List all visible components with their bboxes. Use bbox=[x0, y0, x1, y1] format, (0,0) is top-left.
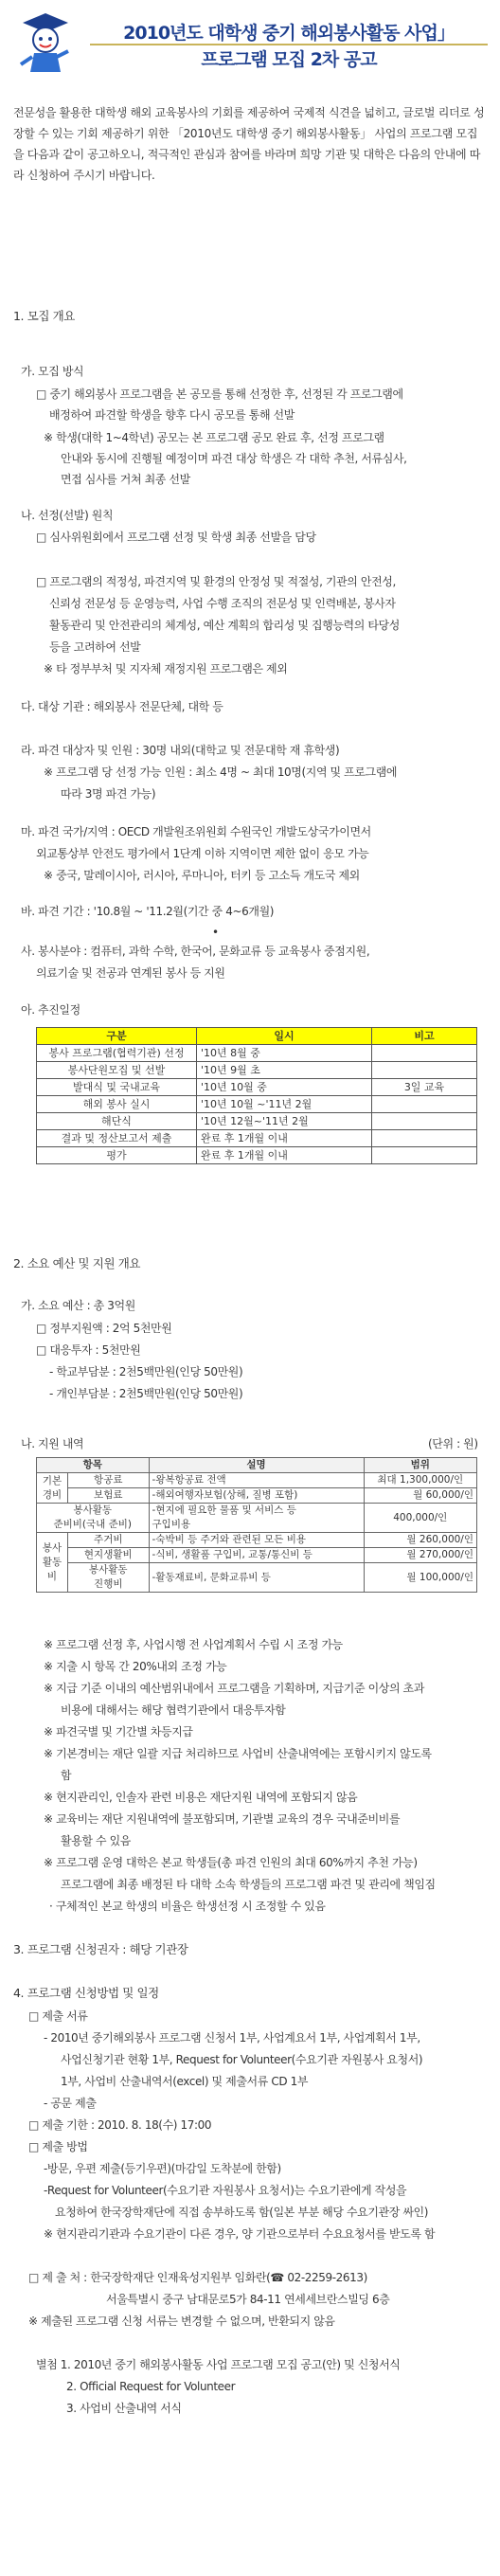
attachment-3: 3. 사업비 산출내역 서식 bbox=[66, 2402, 182, 2415]
support-group-activity: 봉사 활동비 bbox=[37, 1533, 68, 1593]
s1-b-1: □ 심사위원회에서 프로그램 선정 및 학생 최종 선발을 담당 bbox=[36, 531, 316, 544]
section-3-title: 3. 프로그램 신청권자 : 해당 기관장 bbox=[13, 1942, 188, 1956]
support-item: 주거비 bbox=[68, 1533, 150, 1548]
schedule-header-row bbox=[37, 1028, 477, 1045]
schedule-note bbox=[372, 1062, 477, 1079]
schedule-category: 봉사 프로그램(협력기관) 선정 bbox=[37, 1045, 197, 1062]
s1-a-1: □ 중기 해외봉사 프로그램을 본 공모를 통해 선정한 후, 선정된 각 프로그램에 bbox=[36, 387, 403, 401]
title-divider bbox=[90, 44, 488, 45]
support-desc: -식비, 생활품 구입비, 교통/통신비 등 bbox=[149, 1548, 364, 1563]
s2-note-2: ※ 지출 시 항목 간 20%내외 조정 가능 bbox=[44, 1660, 227, 1673]
support-desc: -해외여행자보험(상해, 질병 포함) bbox=[149, 1488, 364, 1504]
support-item: 현지생활비 bbox=[68, 1548, 150, 1563]
s2-note-5b: 함 bbox=[61, 1769, 72, 1782]
s1-a-2: 배정하여 파견할 학생을 향후 다시 공모를 통해 선발 bbox=[49, 408, 295, 422]
bullet-dot: • bbox=[212, 926, 219, 939]
s4-d2: 서울특별시 중구 남대문로5가 84-11 연세세브란스빌딩 6층 bbox=[106, 2293, 390, 2306]
s4-b: □ 제출 기한 : 2010. 8. 18(수) 17:00 bbox=[28, 2118, 212, 2132]
s2-a-1: □ 정부지원액 : 2억 5천만원 bbox=[36, 1322, 172, 1335]
support-table bbox=[36, 1457, 477, 1593]
schedule-row bbox=[37, 1096, 477, 1113]
s4-a2: - 2010년 중기해외봉사 프로그램 신청서 1부, 사업계요서 1부, 사업계획서 1부, bbox=[44, 2031, 420, 2045]
support-header-cell: 범위 bbox=[364, 1458, 476, 1473]
support-header-row bbox=[37, 1458, 477, 1473]
schedule-date: 완료 후 1개월 이내 bbox=[197, 1130, 372, 1147]
schedule-date: '10년 12월~'11년 2월 bbox=[197, 1113, 372, 1130]
s1-d-2: ※ 프로그램 당 선정 가능 인원 : 최소 4명 ~ 최대 10명(지역 및 프로그램에 bbox=[44, 766, 398, 779]
schedule-note bbox=[372, 1130, 477, 1147]
support-item: 항공료 bbox=[68, 1473, 150, 1488]
s2-a-4: - 개인부담분 : 2천5백만원(인당 50만원) bbox=[49, 1387, 243, 1400]
schedule-row bbox=[37, 1130, 477, 1147]
attachment-1: 별첨 1. 2010년 중기 해외봉사활동 사업 프로그램 모집 공고(안) 및 신청서식 bbox=[36, 2358, 401, 2371]
s1-b-2: □ 프로그램의 적정성, 파견지역 및 환경의 안정성 및 적절성, 기관의 안전성, bbox=[36, 575, 396, 588]
s1-f: 바. 파견 기간 : '10.8월 ~ '11.2월(기간 중 4~6개월) bbox=[21, 905, 275, 918]
s4-c3: -Request for Volunteer(수요기관 자원봉사 요청서)는 수요기관에게 작성을 bbox=[44, 2184, 407, 2197]
s4-c2: -방문, 우편 제출(등기우편)(마감일 도착분에 한함) bbox=[44, 2162, 281, 2175]
support-desc: -숙박비 등 주거와 관련된 모든 비용 bbox=[149, 1533, 364, 1548]
s1-d-3: 따라 3명 파견 가능) bbox=[61, 787, 156, 801]
s4-a5: - 공문 제출 bbox=[44, 2097, 97, 2110]
support-range: 최대 1,300,000/인 bbox=[364, 1473, 476, 1488]
support-group-basic: 기본 경비 bbox=[37, 1473, 68, 1504]
s4-c5: ※ 현지관리기관과 수요기관이 다른 경우, 양 기관으로부터 수요요청서를 받도록 함 bbox=[44, 2227, 436, 2241]
s1-e-1: 마. 파견 국가/지역 : OECD 개발원조위원회 수원국인 개발도상국가이면서 bbox=[21, 825, 371, 838]
support-header-cell: 항목 bbox=[37, 1458, 150, 1473]
s1-a-3: ※ 학생(대학 1~4학년) 공모는 본 프로그램 공모 완료 후, 선정 프로그램 bbox=[44, 431, 384, 444]
s1-d-1: 라. 파견 대상자 및 인원 : 30명 내외(대학교 및 전문대학 재 휴학생) bbox=[21, 744, 340, 757]
s1-e-2: 외교통상부 안전도 평가에서 1단계 이하 지역이면 제한 없이 응모 가능 bbox=[36, 847, 369, 860]
s4-a3: 사업신청기관 현황 1부, Request for Volunteer(수요기관 자원봉사 요청서) bbox=[61, 2053, 423, 2066]
schedule-row bbox=[37, 1062, 477, 1079]
s1-a-title: 가. 모집 방식 bbox=[21, 365, 84, 378]
s1-b-3: 신뢰성 전문성 등 운영능력, 사업 수행 조직의 전문성 및 인력배분, 봉사자 bbox=[49, 597, 396, 610]
s1-a-4: 안내와 동시에 진행될 예정이며 파견 대상 학생은 각 대학 추천, 서류심사, bbox=[61, 452, 407, 465]
schedule-note bbox=[372, 1113, 477, 1130]
support-row bbox=[37, 1548, 477, 1563]
graduate-mascot-icon bbox=[13, 9, 72, 76]
s1-b-5: 등을 고려하여 선발 bbox=[49, 640, 141, 654]
s1-a-5: 면접 심사를 거쳐 최종 선발 bbox=[61, 473, 190, 486]
schedule-table bbox=[36, 1027, 477, 1164]
schedule-row bbox=[37, 1113, 477, 1130]
schedule-date: '10년 10월 중 bbox=[197, 1079, 372, 1096]
header bbox=[0, 0, 500, 89]
unit-label: (단위 : 원) bbox=[428, 1437, 478, 1450]
schedule-header-cell: 일시 bbox=[197, 1028, 372, 1045]
support-range: 월 270,000/인 bbox=[364, 1548, 476, 1563]
title-line-1: 2010년도 대학생 중기 해외봉사활동 사업」 bbox=[123, 23, 455, 44]
intro-paragraph: 전문성을 활용한 대학생 해외 교육봉사의 기회를 제공하여 국제적 식견을 넓히고, 글로벌 리더로 성장할 수 있는 기회 제공하기 위한 「2010년도 대학생 중기 해외봉사활동」 사업의 프로그램 모집을 다음과 같이 공고하오니, 적극적인 관심과 참여를 바라며 희망 기관 및 대학은 다음의 안내에 따라 신청하여 주시기 바랍니다. bbox=[13, 106, 485, 182]
support-row bbox=[37, 1533, 477, 1548]
schedule-date: '10년 9월 초 bbox=[197, 1062, 372, 1079]
schedule-note: 3일 교육 bbox=[372, 1079, 477, 1096]
support-row bbox=[37, 1473, 477, 1488]
s2-b-title: 나. 지원 내역 bbox=[21, 1437, 84, 1450]
s1-b-title: 나. 선정(선발) 원칙 bbox=[21, 509, 114, 522]
attachment-2: 2. Official Request for Volunteer bbox=[66, 2380, 236, 2393]
schedule-category: 해단식 bbox=[37, 1113, 197, 1130]
schedule-note bbox=[372, 1147, 477, 1164]
s2-a-title: 가. 소요 예산 : 총 3억원 bbox=[21, 1299, 135, 1312]
support-header-cell: 설명 bbox=[149, 1458, 364, 1473]
schedule-note bbox=[372, 1045, 477, 1062]
schedule-row bbox=[37, 1147, 477, 1164]
s1-b-6: ※ 타 정부부처 및 지자체 재정지원 프로그램은 제외 bbox=[44, 662, 288, 676]
s1-e-3: ※ 중국, 말레이시아, 러시아, 루마니아, 터키 등 고소득 개도국 제외 bbox=[44, 869, 360, 882]
s1-g-2: 의료기술 및 전공과 연계된 봉사 등 지원 bbox=[36, 966, 225, 980]
s1-g-1: 사. 봉사분야 : 컴퓨터, 과학 수학, 한국어, 문화교류 등 교육봉사 중점지원, bbox=[21, 945, 370, 958]
support-desc: -현지에 필요한 물품 및 서비스 등 구입비용 bbox=[149, 1504, 364, 1533]
schedule-category: 평가 bbox=[37, 1147, 197, 1164]
schedule-header-cell: 비고 bbox=[372, 1028, 477, 1045]
s1-b-4: 활동관리 및 안전관리의 체계성, 예산 계획의 합리성 및 집행능력의 타당성 bbox=[49, 619, 400, 632]
s2-note-5a: ※ 기본경비는 재단 일괄 지급 처리하므로 사업비 산출내역에는 포함시키지 않도록 bbox=[44, 1747, 432, 1760]
s2-note-1: ※ 프로그램 선정 후, 사업시행 전 사업계획서 수립 시 조정 가능 bbox=[44, 1638, 343, 1651]
schedule-date: 완료 후 1개월 이내 bbox=[197, 1147, 372, 1164]
s4-c4: 요청하여 한국장학재단에 직접 송부하도록 함(일본 부분 해당 수요기관장 싸인) bbox=[55, 2206, 429, 2219]
support-item: 봉사활동 준비비(국내 준비) bbox=[37, 1504, 150, 1533]
s4-a4: 1부, 사업비 산출내역서(excel) 및 제출서류 CD 1부 bbox=[61, 2075, 309, 2088]
schedule-category: 발대식 및 국내교육 bbox=[37, 1079, 197, 1096]
support-row bbox=[37, 1488, 477, 1504]
s2-note-4: ※ 파견국별 및 기간별 차등지급 bbox=[44, 1725, 193, 1738]
support-range: 월 100,000/인 bbox=[364, 1563, 476, 1593]
support-range: 월 60,000/인 bbox=[364, 1488, 476, 1504]
s2-note-8a: ※ 프로그램 운영 대학은 본교 학생들(총 파견 인원의 최대 60%까지 추천 가능) bbox=[44, 1856, 418, 1869]
s2-note-3b: 비용에 대해서는 해당 협력기관에서 대응투자함 bbox=[61, 1703, 286, 1717]
section-1-title: 1. 모집 개요 bbox=[13, 309, 75, 323]
s2-note-8c: · 구체적인 본교 학생의 비율은 학생선정 시 조정할 수 있음 bbox=[49, 1900, 326, 1913]
support-item: 보험료 bbox=[68, 1488, 150, 1504]
support-desc: -왕복항공료 전액 bbox=[149, 1473, 364, 1488]
title-line-2: 프로그램 모집 2차 공고 bbox=[201, 49, 377, 70]
s2-note-8b: 프로그램에 최종 배정된 타 대학 소속 학생들의 프로그램 파견 및 관리에 책임짐 bbox=[61, 1878, 436, 1891]
s2-note-6: ※ 현지관리인, 인솔자 관련 비용은 재단지원 내역에 포함되지 않음 bbox=[44, 1791, 358, 1804]
support-desc: -활동재료비, 문화교류비 등 bbox=[149, 1563, 364, 1593]
schedule-row bbox=[37, 1079, 477, 1096]
schedule-category: 해외 봉사 실시 bbox=[37, 1096, 197, 1113]
s2-note-7b: 활용할 수 있음 bbox=[61, 1834, 131, 1847]
schedule-category: 결과 및 정산보고서 제출 bbox=[37, 1130, 197, 1147]
schedule-header-cell: 구분 bbox=[37, 1028, 197, 1045]
s1-c: 다. 대상 기관 : 해외봉사 전문단체, 대학 등 bbox=[21, 700, 223, 713]
section-4-title: 4. 프로그램 신청방법 및 일정 bbox=[13, 1986, 159, 2000]
s2-a-2: □ 대응투자 : 5천만원 bbox=[36, 1343, 141, 1357]
support-range: 월 260,000/인 bbox=[364, 1533, 476, 1548]
schedule-row bbox=[37, 1045, 477, 1062]
s4-d1: □ 제 출 처 : 한국장학재단 인재육성지원부 임화란(☎ 02-2259-2613) bbox=[28, 2271, 367, 2284]
schedule-note bbox=[372, 1096, 477, 1113]
s2-a-3: - 학교부담분 : 2천5백만원(인당 50만원) bbox=[49, 1365, 243, 1378]
schedule-category: 봉사단원모집 및 선발 bbox=[37, 1062, 197, 1079]
section-2-title: 2. 소요 예산 및 지원 개요 bbox=[13, 1256, 141, 1270]
s1-h-title: 아. 추진일정 bbox=[21, 1003, 80, 1017]
s4-d3: ※ 제출된 프로그램 신청 서류는 변경할 수 없으며, 반환되지 않음 bbox=[28, 2315, 335, 2328]
schedule-date: '10년 10월 ~'11년 2월 bbox=[197, 1096, 372, 1113]
s2-note-3a: ※ 지급 기준 이내의 예산범위내에서 프로그램을 기획하며, 지급기준 이상의 초과 bbox=[44, 1682, 424, 1695]
support-item: 봉사활동 진행비 bbox=[68, 1563, 150, 1593]
s4-a1: □ 제출 서류 bbox=[28, 2009, 88, 2023]
s2-note-7a: ※ 교육비는 재단 지원내역에 불포함되며, 기관별 교육의 경우 국내준비비를 bbox=[44, 1812, 401, 1826]
schedule-date: '10년 8월 중 bbox=[197, 1045, 372, 1062]
s4-c1: □ 제출 방법 bbox=[28, 2140, 88, 2153]
support-row bbox=[37, 1504, 477, 1533]
support-row bbox=[37, 1563, 477, 1593]
support-range: 400,000/인 bbox=[364, 1504, 476, 1533]
